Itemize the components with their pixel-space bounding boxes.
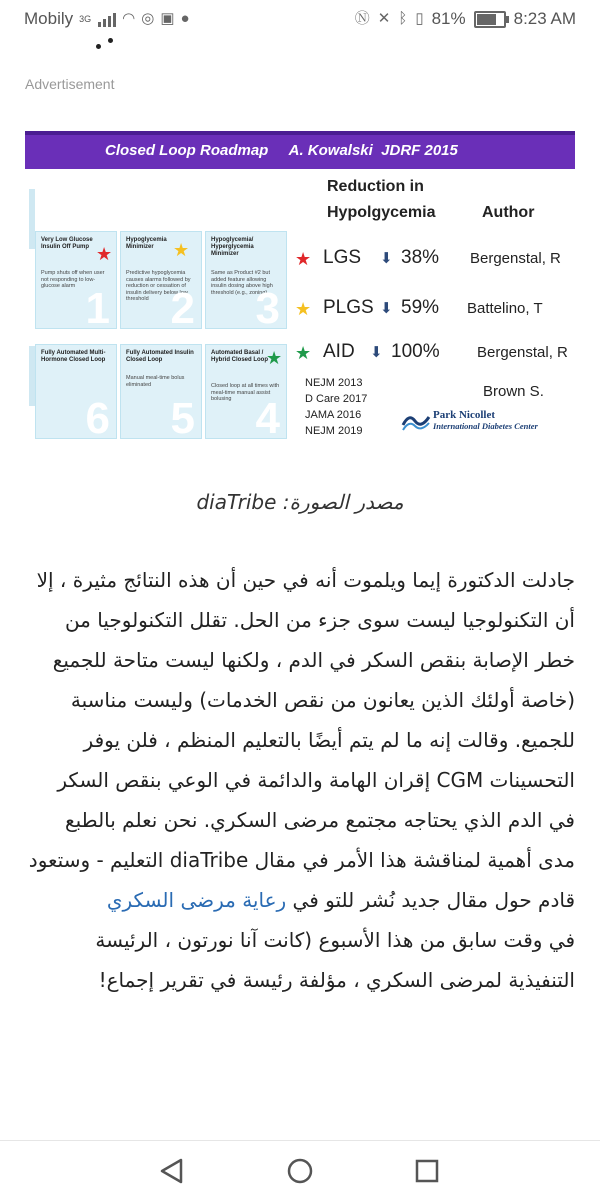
roadmap-tile-3 xyxy=(205,231,287,333)
recents-square-icon xyxy=(417,1161,437,1181)
yellow-star-icon: ★ xyxy=(173,240,190,261)
row-label: LGS xyxy=(323,247,362,268)
carrier-name: Mobily xyxy=(24,9,74,28)
article-text: في وقت سابق من هذا الأسبوع (كانت آنا نورتون ، الرئيسة التنفيذية لمرضى السكري ، مؤلفة رئيسة في تقرير إجماع! xyxy=(95,928,575,992)
whatsapp-icon: ◎ xyxy=(141,10,155,27)
bluetooth-icon: ᛒ xyxy=(398,10,408,27)
back-triangle-icon xyxy=(162,1160,181,1182)
logo-line1: Park Nicollet xyxy=(433,409,496,421)
extra-author: Brown S. xyxy=(483,383,544,400)
article-image xyxy=(25,131,575,444)
red-star-icon: ★ xyxy=(295,249,312,269)
citation: JAMA 2016 xyxy=(305,409,362,421)
tile-text: Closed loop at all times with meal-time manual assist bolusing xyxy=(211,383,280,402)
citation: NEJM 2013 xyxy=(305,377,363,389)
down-arrow-icon: ⬇ xyxy=(380,300,393,317)
park-nicollet-logo-icon xyxy=(401,411,431,433)
tile-title: Fully Automated Insulin Closed Loop xyxy=(126,350,194,363)
row-author: Bergenstal, R xyxy=(477,344,568,361)
row-percent: 100% xyxy=(391,341,440,362)
row-label: AID xyxy=(323,341,355,362)
tile-number: 2 xyxy=(170,284,195,333)
article-paragraph xyxy=(25,560,575,1000)
tile-number: 6 xyxy=(85,394,110,443)
citation: D Care 2017 xyxy=(305,393,368,405)
yellow-star-icon: ★ xyxy=(295,299,312,319)
tile-number: 5 xyxy=(170,394,195,443)
slide-banner xyxy=(25,131,575,169)
tile-text: Predictive hypoglycemia causes alarms followed by reduction or cessation of insulin delivery below low threshold xyxy=(126,270,191,302)
green-star-icon: ★ xyxy=(295,343,312,363)
tile-title: Hypoglycemia/ Hyperglycemia Minimizer xyxy=(211,237,254,257)
green-star-icon: ★ xyxy=(266,348,283,369)
tile-number: 4 xyxy=(255,394,280,443)
tile-text: Manual meal-time bolus eliminated xyxy=(126,375,185,388)
tile-title: Automated Basal / Hybrid Closed Loop xyxy=(211,350,268,363)
row-author: Bergenstal, R xyxy=(470,250,561,267)
slide-title: Closed Loop Roadmap A. Kowalski JDRF 2015 xyxy=(105,142,458,159)
row-label: PLGS xyxy=(323,297,374,318)
vibrate-icon: ▯ xyxy=(415,10,424,27)
home-button[interactable] xyxy=(285,1156,315,1186)
tile-text: Same as Product #2 but added feature allowing insulin dosing above high threshold (e.g., zoning) xyxy=(211,270,273,296)
roadmap-tile-4 xyxy=(205,344,287,443)
aid-row xyxy=(295,341,575,367)
row-author: Battelino, T xyxy=(467,300,543,317)
article-text: جادلت الدكتورة إيما ويلموت أنه في حين أن هذه النتائج مثيرة ، إلا أن التكنولوجيا ليست سوى جزء من الحل. تقلل التكنولوجيا من خطر الإصابة بنقص السكر في الدم ، ولكنها ليست متاحة للجميع (خاصة أولئك الذين يعانون من نقص الخدمات) وليست مناسبة للجميع. وقالت إنه ما لم يتم أيضًا بالتعليم المنظم ، فلن يوفر التحسينات CGM إقران الهامة والدائمة في الوعي بنقص السكر في الدم الذي يحتاجه مجتمع مرضى السكري. نحن نعلم بالطبع مدى أهمية لمناقشة هذا الأمر في مقال diaTribe التعليم - وستعود قادم حول مقال جديد نُشر للتو في xyxy=(28,568,575,912)
article-body xyxy=(25,560,575,1140)
decorative-dot xyxy=(108,38,113,43)
tile-text: Pump shuts off when user not responding to low-glucose alarm xyxy=(41,270,105,289)
message-icon: ▣ xyxy=(160,10,175,27)
citation: NEJM 2019 xyxy=(305,425,363,437)
tile-title: Fully Automated Multi-Hormone Closed Loop xyxy=(41,350,106,363)
down-arrow-icon: ⬇ xyxy=(380,250,393,267)
row-percent: 59% xyxy=(401,297,440,318)
roadmap-tile-5 xyxy=(120,344,202,443)
red-star-icon: ★ xyxy=(96,244,113,265)
tile-number: 3 xyxy=(255,284,280,333)
clock: 8:23 AM xyxy=(513,9,576,28)
ball-icon: ● xyxy=(180,10,190,27)
tile-title: Hypoglycemia Minimizer xyxy=(126,237,167,250)
image-caption: مصدر الصورة: diaTribe xyxy=(196,490,404,514)
nfc-icon: Ⓝ xyxy=(354,10,370,27)
home-circle-icon xyxy=(289,1160,311,1182)
back-button[interactable] xyxy=(157,1156,187,1186)
battery-percent: 81% xyxy=(431,9,466,28)
roadmap-tile-6 xyxy=(35,344,117,443)
logo-line2: International Diabetes Center xyxy=(433,421,538,431)
status-bar xyxy=(0,0,600,40)
mute-icon: ✕ xyxy=(377,10,391,27)
diabetes-care-link[interactable]: رعاية مرضى السكري xyxy=(106,888,287,912)
decorative-dot xyxy=(96,44,101,49)
author-header: Author xyxy=(482,204,535,221)
signal-icon xyxy=(98,11,116,27)
recents-button[interactable] xyxy=(412,1156,442,1186)
navigation-bar xyxy=(0,1140,600,1201)
lgs-row xyxy=(295,247,575,273)
battery-icon xyxy=(474,11,506,28)
tile-number: 1 xyxy=(85,284,110,333)
roadmap-tile-2 xyxy=(120,231,202,333)
logo-text xyxy=(433,410,538,432)
wifi-icon: ◠ xyxy=(122,10,136,27)
network-type: 3G xyxy=(79,14,92,24)
tile-title: Very Low Glucose Insulin Off Pump xyxy=(41,237,93,250)
roadmap-tile-1 xyxy=(35,231,117,333)
down-arrow-icon: ⬇ xyxy=(370,344,383,361)
reduction-header-line1: Reduction in xyxy=(327,178,424,195)
reduction-header-line2: Hypolgycemia xyxy=(327,204,436,221)
plgs-row xyxy=(295,297,575,323)
row-percent: 38% xyxy=(401,247,440,268)
advertisement-label: Advertisement xyxy=(25,76,115,92)
